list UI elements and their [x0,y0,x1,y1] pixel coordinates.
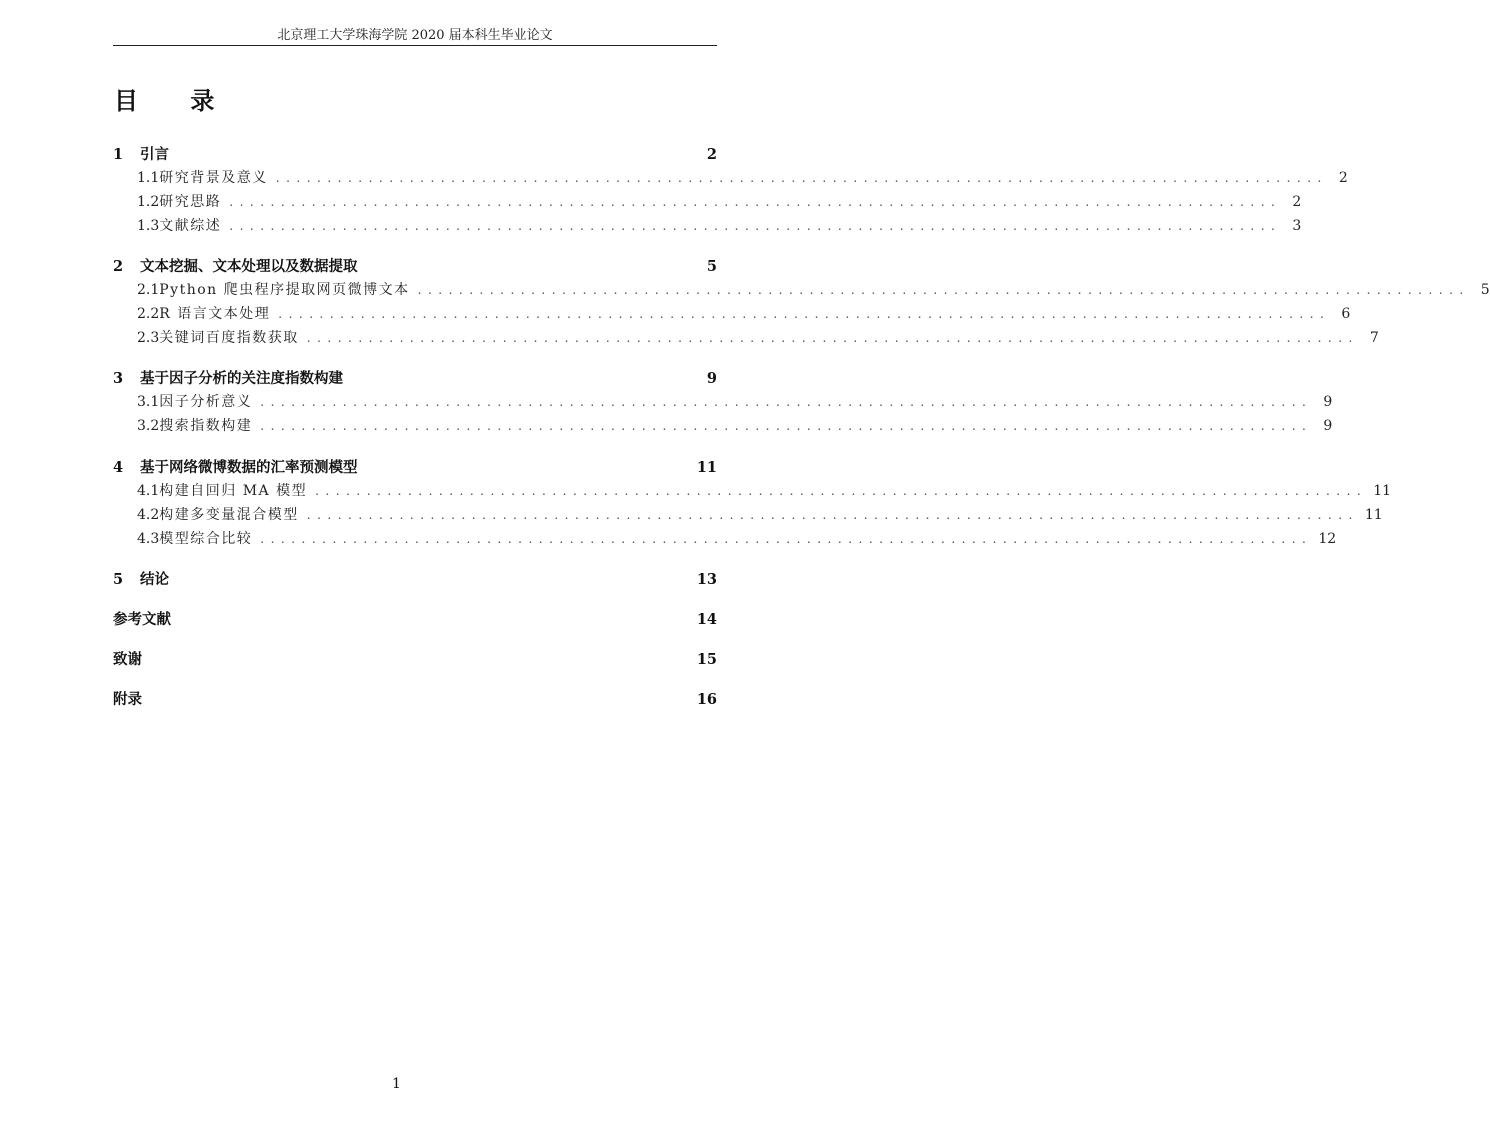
toc-entry-title: 引言 [140,146,169,163]
toc-entry-title: 构建多变量混合模型 [159,507,299,523]
toc-entry-title: 基于因子分析的关注度指数构建 [140,370,343,387]
toc-entry-page: 13 [696,571,717,588]
toc-entry-title: R 语言文本处理 [159,306,271,322]
toc-entry-section[interactable] [113,504,1383,526]
toc-entry-page: 9 [706,370,717,387]
toc-entry-page: 9 [1323,394,1333,410]
toc-entry-number: 2 [113,258,124,275]
toc-entry-chapter[interactable] [113,143,717,165]
toc-entry-number: 1 [113,146,124,163]
toc-entry-section[interactable] [113,279,1490,301]
toc-dot-leader: ...................................................................................................... [229,219,1282,233]
toc-entry-number: 1.3 [137,218,160,234]
toc-entry-section[interactable] [113,480,1392,502]
toc-entry-title: 构建自回归 MA 模型 [159,483,308,499]
toc-entry-section[interactable] [113,327,1379,349]
toc-entry-number: 2.1 [137,282,160,298]
toc-entry-title: 搜索指数构建 [159,418,253,434]
toc-entry-section[interactable] [113,415,1333,437]
toc-dot-leader: ...................................................................................................... [260,419,1313,433]
toc-entry-appendix[interactable] [113,688,717,710]
toc-dot-leader: ...................................................................................................... [306,508,1359,522]
toc-entry-chapter[interactable] [113,367,717,389]
toc-entry-number: 4.3 [137,531,160,547]
toc-entry-title: 文本挖掘、文本处理以及数据提取 [140,258,358,275]
toc-heading: 目 录 [114,86,237,115]
toc-dot-leader: ...................................................................................................... [229,195,1282,209]
toc-dot-leader: ...................................................................................................... [278,307,1331,321]
toc-entry-title: 附录 [113,691,142,708]
toc-entry-page: 2 [1338,170,1348,186]
toc-entry-number: 5 [113,571,124,588]
toc-entry-page: 5 [1480,282,1490,298]
toc-entry-page: 11 [696,459,717,476]
toc-entry-number: 1.2 [137,194,160,210]
toc-entry-chapter[interactable] [113,456,717,478]
toc-entry-title: 因子分析意义 [159,394,253,410]
toc-entry-number: 3.2 [137,418,160,434]
toc-entry-page: 12 [1318,531,1337,547]
toc-entry-page: 5 [706,258,717,275]
toc-entry-number: 2.3 [137,330,160,346]
toc-entry-title: 致谢 [113,651,142,668]
toc-entry-section[interactable] [113,391,1333,413]
toc-dot-leader: ...................................................................................................... [417,283,1470,297]
toc-entry-number: 4.1 [137,483,160,499]
toc-entry-page: 2 [1292,194,1302,210]
toc-entry-page: 7 [1369,330,1379,346]
toc-entry-title: 参考文献 [113,611,171,628]
toc-entry-title: 文献综述 [159,218,222,234]
toc-dot-leader: ...................................................................................................... [306,331,1359,345]
toc-entry-page: 11 [1364,507,1383,523]
toc-entry-page: 15 [696,651,717,668]
toc-entry-references[interactable] [113,608,717,630]
toc-entry-title: 模型综合比较 [159,531,253,547]
toc-entry-page: 16 [696,691,717,708]
toc-dot-leader: ...................................................................................................... [275,171,1328,185]
toc-dot-leader: ...................................................................................................... [315,484,1368,498]
toc-entry-page: 14 [696,611,717,628]
toc-entry-title: Python 爬虫程序提取网页微博文本 [159,282,410,298]
toc-entry-page: 6 [1341,306,1351,322]
toc-entry-number: 3.1 [137,394,160,410]
toc-dot-leader: ...................................................................................................... [260,395,1313,409]
toc-entry-section[interactable] [113,167,1348,189]
toc-entry-chapter[interactable] [113,568,717,590]
toc-entry-title: 研究背景及意义 [159,170,268,186]
toc-entry-acknowledgements[interactable] [113,648,717,670]
header-rule [113,45,717,46]
toc-entry-number: 4.2 [137,507,160,523]
toc-entry-section[interactable] [113,528,1337,550]
toc-entry-chapter[interactable] [113,255,717,277]
toc-entry-page: 3 [1292,218,1302,234]
toc-entry-number: 4 [113,459,124,476]
toc-entry-page: 2 [706,146,717,163]
toc-entry-section[interactable] [113,191,1302,213]
toc-entry-number: 1.1 [137,170,160,186]
toc-entry-title: 结论 [140,571,169,588]
running-header: 北京理工大学珠海学院 2020 届本科生毕业论文 [277,28,553,43]
toc-entry-number: 3 [113,370,124,387]
toc-entry-section[interactable] [113,215,1302,237]
toc-entry-title: 研究思路 [159,194,222,210]
page-number: 1 [392,1076,401,1092]
toc-entry-title: 关键词百度指数获取 [159,330,299,346]
toc-entry-page: 11 [1373,483,1392,499]
toc-entry-number: 2.2 [137,306,160,322]
toc-dot-leader: ...................................................................................................... [260,532,1313,546]
toc-entry-title: 基于网络微博数据的汇率预测模型 [140,459,358,476]
toc-entry-page: 9 [1323,418,1333,434]
toc-entry-section[interactable] [113,303,1351,325]
